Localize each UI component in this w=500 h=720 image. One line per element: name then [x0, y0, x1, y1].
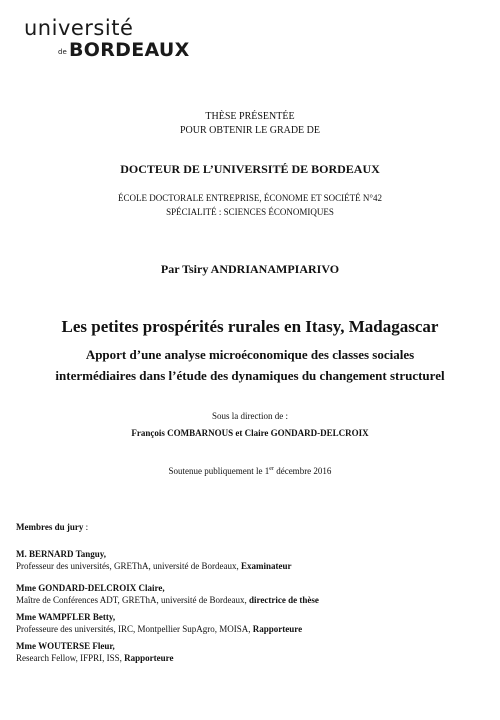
jury-member-affiliation [16, 560, 291, 572]
logo-universite-text: université [24, 16, 134, 40]
jury-member-role: Examinateur [240, 561, 292, 571]
degree-title: DOCTEUR DE L’UNIVERSITÉ DE BORDEAUX [120, 162, 380, 176]
jury-member-name: M. BERNARD Tanguy, [16, 549, 107, 559]
degree-purpose-line: POUR OBTENIR LE GRADE DE [180, 125, 320, 136]
thesis-subtitle-line1: Apport d’une analyse microéconomique des classes sociales [85, 347, 415, 362]
supervisors: François COMBARNOUS et Claire GONDARD-DELCROIX [131, 428, 369, 438]
defense-date-prefix: Soutenue publiquement le 1 [168, 466, 270, 476]
jury-member-name: Mme WOUTERSE Fleur, [16, 641, 115, 651]
jury-member-institution: Professeure des universités, IRC, Montpellier SupAgro, MOISA, [16, 624, 253, 634]
author-line: Par Tsiry ANDRIANAMPIARIVO [160, 262, 340, 276]
logo-de-text: de [58, 48, 67, 56]
specialty: SPÉCIALITÉ : SCIENCES ÉCONOMIQUES [166, 207, 334, 217]
jury-member [16, 548, 291, 572]
defense-date-suffix: décembre 2016 [273, 466, 332, 476]
jury-member-institution: Research Fellow, IFPRI, ISS, [16, 653, 125, 663]
jury-member-role: directrice de thèse [249, 595, 319, 605]
doctoral-school: ÉCOLE DOCTORALE ENTREPRISE, ÉCONOME ET SOCIÉTÉ N°42 [117, 193, 382, 203]
logo-bordeaux-text: BORDEAUX [69, 39, 190, 61]
jury-member-institution: Maître de Conférences ADT, GREThA, université de Bordeaux, [16, 595, 250, 605]
jury-member [16, 611, 302, 635]
thesis-presented-line: THÈSE PRÉSENTÉE [205, 111, 295, 122]
thesis-title: Les petites prospérités rurales en Itasy, Madagascar [61, 317, 439, 336]
thesis-subtitle-line2: intermédiaires dans l’étude des dynamiques du changement structurel [55, 368, 445, 383]
jury-title: Membres du jury [16, 522, 84, 532]
university-logo [24, 14, 190, 64]
jury-title-colon: : [83, 522, 89, 532]
jury-member-affiliation [16, 652, 174, 664]
jury-member-affiliation [16, 623, 302, 635]
jury-member-name: Mme WAMPFLER Betty, [16, 612, 116, 622]
direction-label: Sous la direction de : [212, 411, 288, 421]
jury-member [16, 582, 319, 606]
jury-member-role: Rapporteure [252, 624, 303, 634]
jury-member-name: Mme GONDARD-DELCROIX Claire, [16, 583, 165, 593]
jury-member-role: Rapporteure [124, 653, 174, 663]
jury-member-affiliation [16, 594, 319, 606]
defense-date-ordinal: er [269, 466, 274, 472]
jury-member [16, 640, 174, 664]
jury-heading [16, 521, 88, 533]
jury-member-institution: Professeur des universités, GREThA, université de Bordeaux, [16, 561, 241, 571]
defense-date [0, 466, 500, 476]
